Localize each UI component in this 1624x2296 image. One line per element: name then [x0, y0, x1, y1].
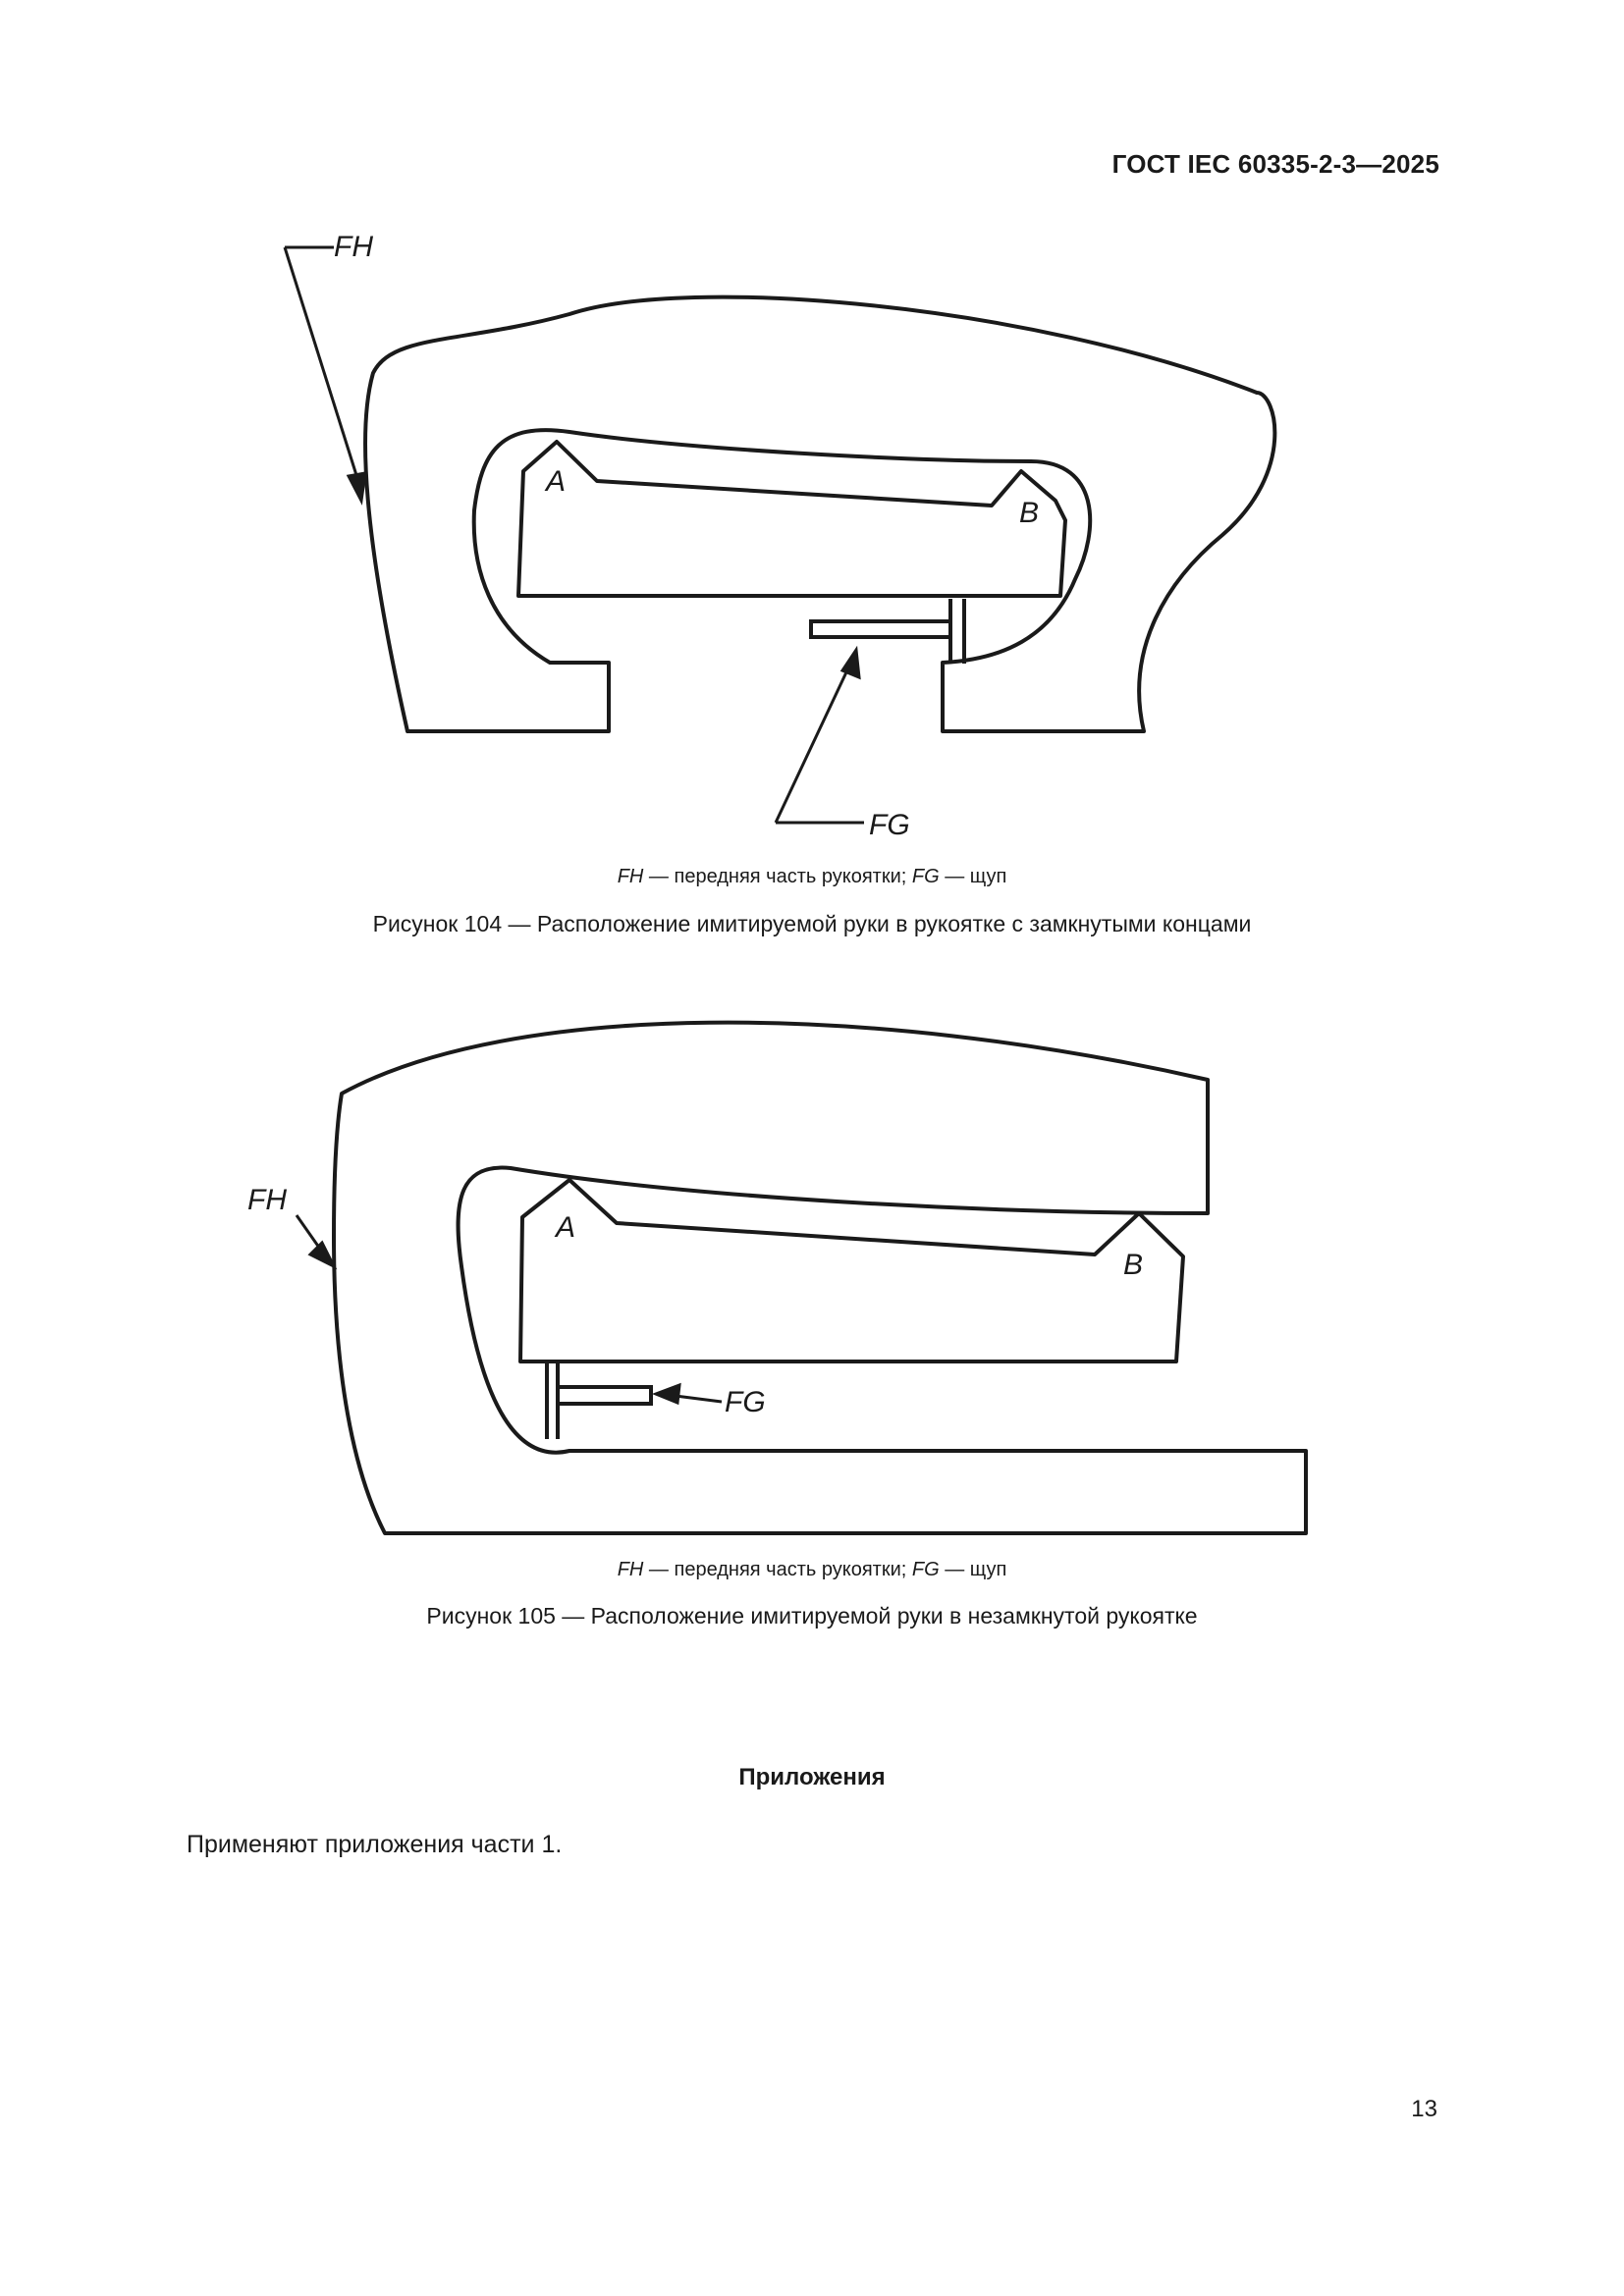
legend-fh-term: FH: [617, 1559, 644, 1580]
leader-fh-104: [285, 247, 365, 501]
label-fh-105: FH: [247, 1184, 287, 1216]
probe-105: [547, 1362, 651, 1439]
leader-fh-105: [297, 1215, 334, 1266]
probe-104: [811, 599, 964, 664]
figure-105-caption: Рисунок 105 — Расположение имитируемой руки в незамкнутой рукоятке: [426, 1603, 1198, 1629]
legend-fg-term: FG: [911, 866, 940, 887]
simulated-hand-104: [518, 442, 1065, 596]
simulated-hand-105: [520, 1180, 1183, 1362]
legend-fh-term: FH: [617, 866, 644, 887]
label-fh-104: FH: [334, 231, 373, 263]
leader-fg-104: [776, 650, 864, 823]
label-fg-104: FG: [869, 809, 910, 841]
label-a-104: A: [546, 465, 567, 498]
label-a-105: A: [556, 1211, 576, 1244]
legend-fh-text: — передняя часть рукоятки;: [643, 866, 912, 887]
closed-handle-outline: [365, 297, 1274, 731]
legend-fg-term: FG: [911, 1559, 940, 1580]
figure-104-caption: Рисунок 104 — Расположение имитируемой руки в рукоятке с замкнутыми концами: [372, 911, 1252, 936]
document-header-code: ГОСТ IEC 60335-2-3—2025: [1111, 149, 1439, 179]
annex-section-title: Приложения: [738, 1764, 886, 1790]
annex-body-text: Применяют приложения части 1.: [187, 1831, 563, 1858]
legend-fg-text: — щуп: [939, 1559, 1007, 1580]
legend-fh-text: — передняя часть рукоятки;: [643, 1559, 912, 1580]
figure-104-legend: [0, 866, 1624, 888]
figure-105-legend: [0, 1559, 1624, 1581]
legend-fg-text: — щуп: [939, 866, 1007, 887]
figure-105-drawing: [0, 982, 1624, 1571]
label-b-104: B: [1019, 497, 1040, 529]
leader-fg-105: [656, 1385, 722, 1403]
page-number: 13: [1411, 2096, 1437, 2122]
label-b-105: B: [1123, 1249, 1144, 1281]
open-handle-outline: [334, 1023, 1306, 1533]
label-fg-105: FG: [725, 1386, 766, 1418]
figure-104-drawing: [0, 0, 1624, 864]
